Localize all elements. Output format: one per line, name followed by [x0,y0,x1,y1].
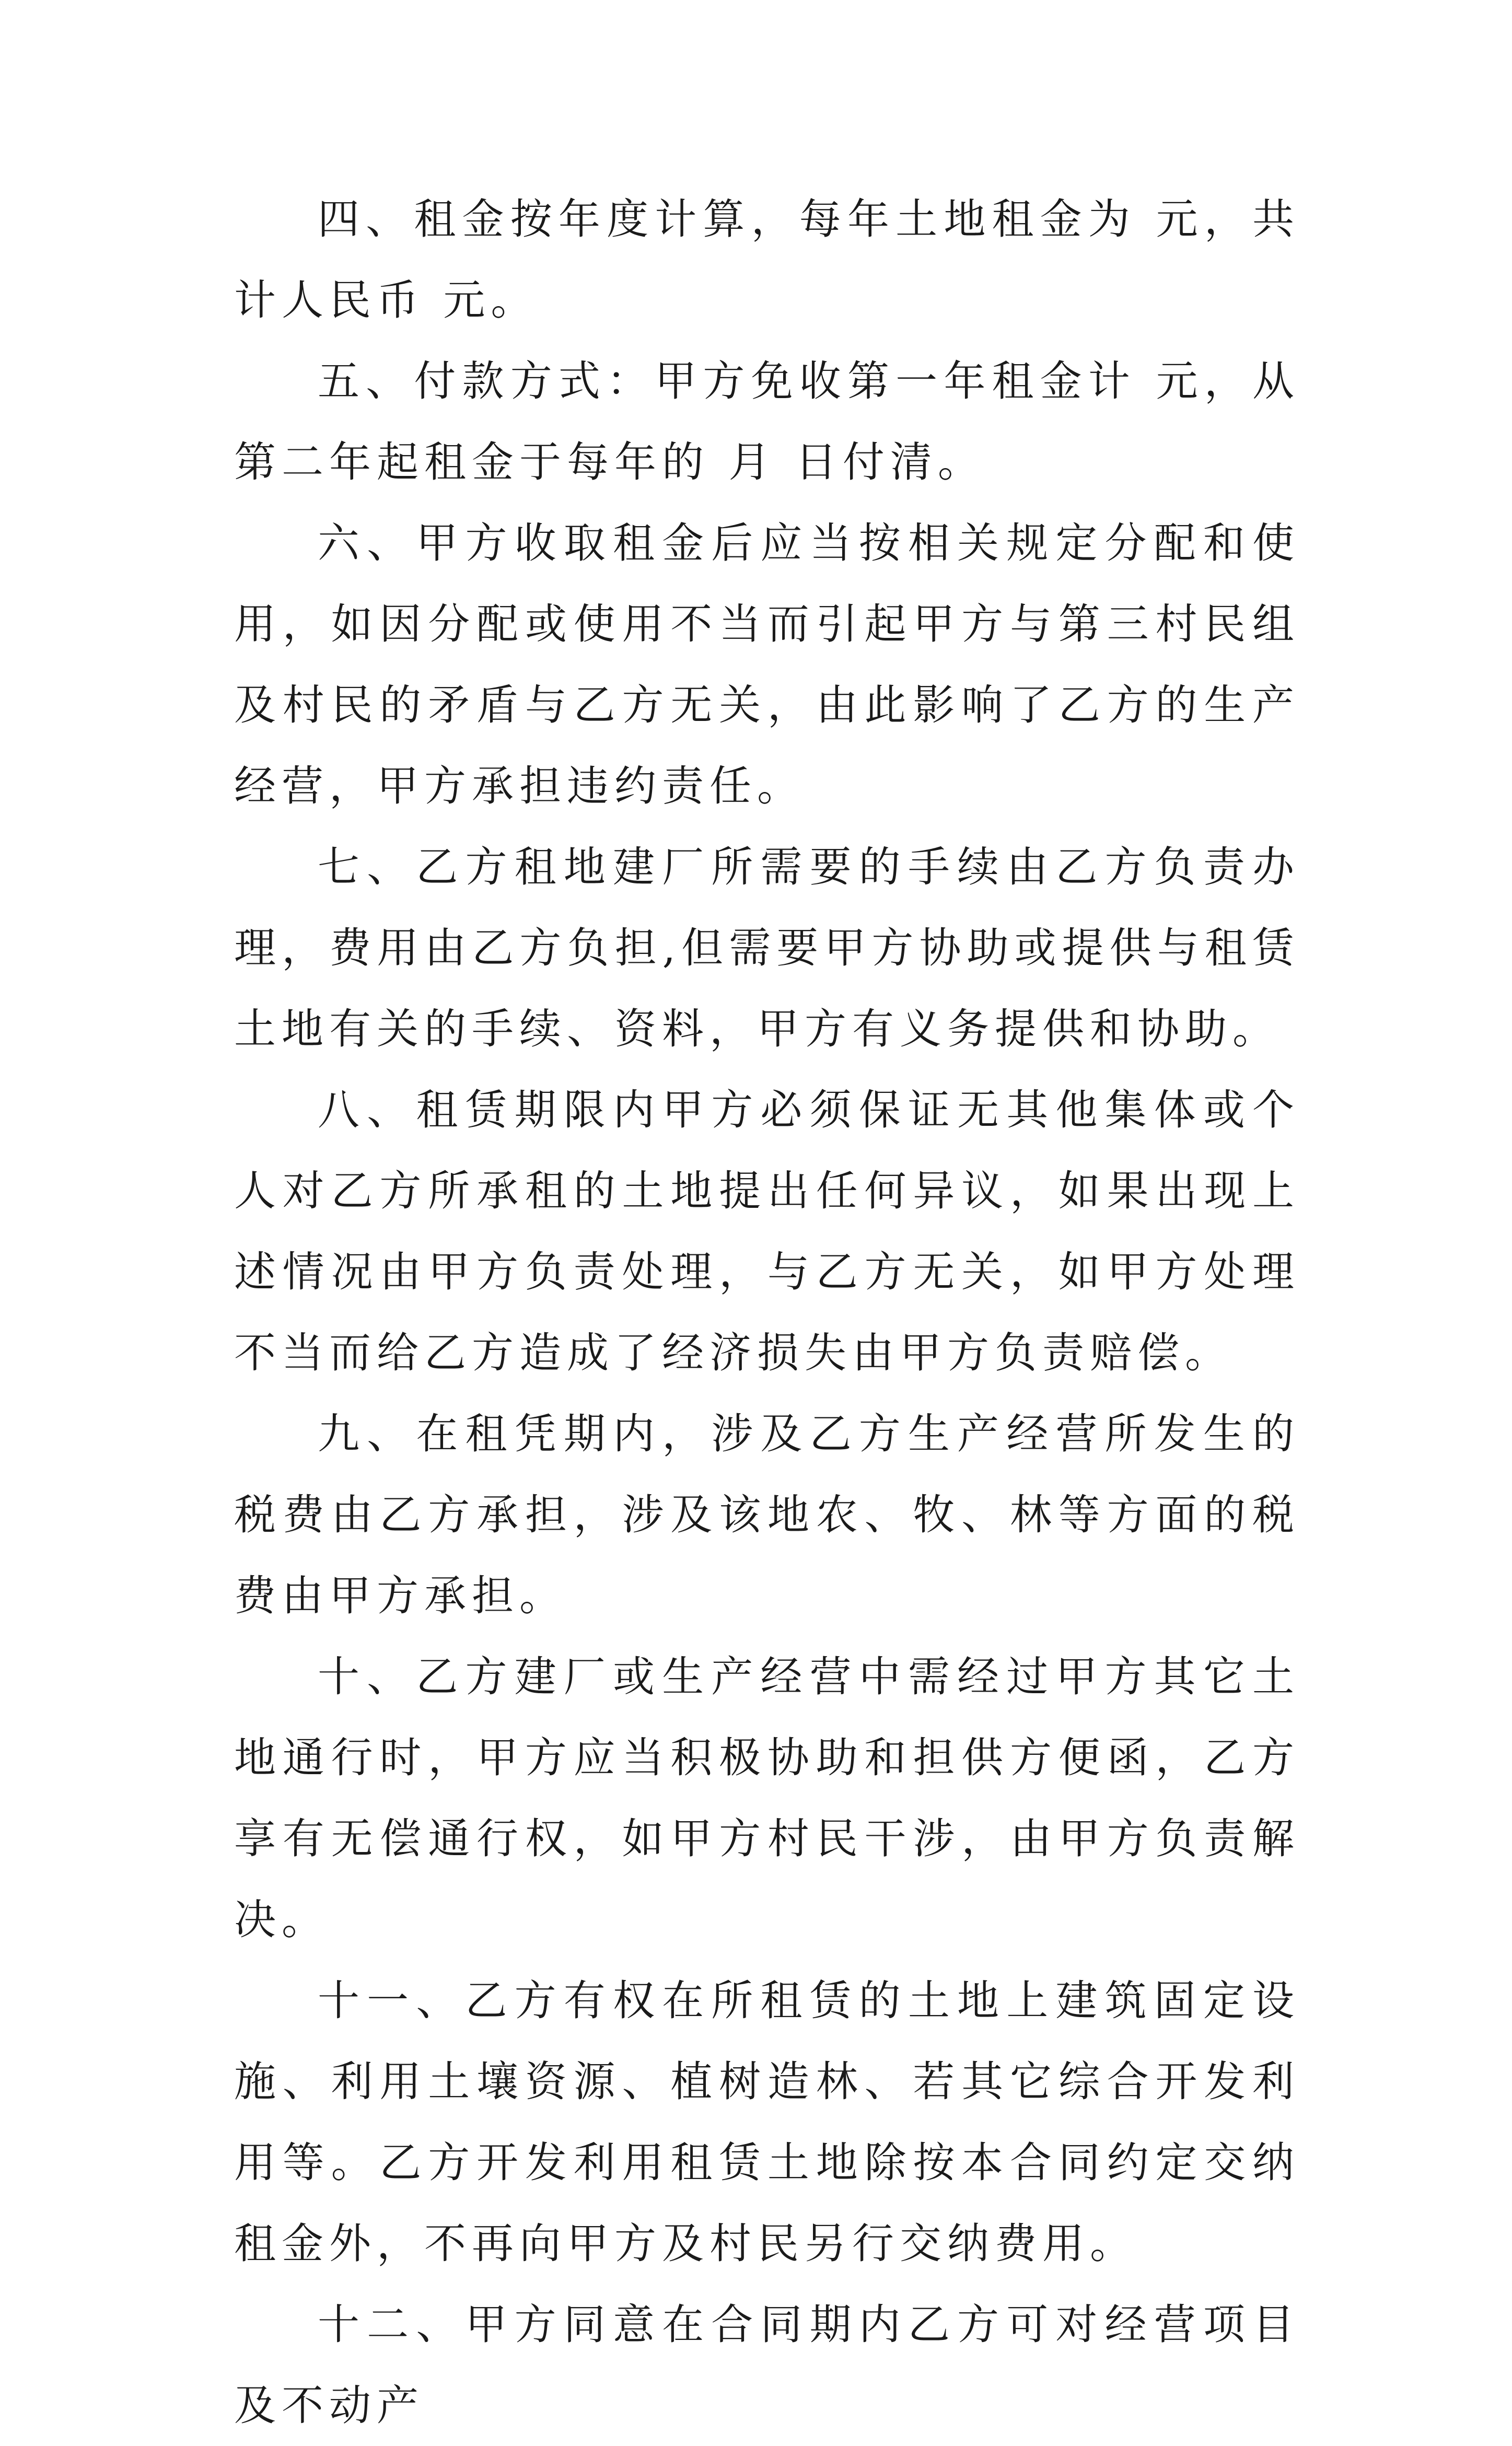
clause-11-development: 十一、乙方有权在所租赁的土地上建筑固定设施、利用土壤资源、植树造林、若其它综合开发利用等。乙方开发利用租赁土地除按本合同约定交纳租金外，不再向甲方及村民另行交纳费用。 [234,1976,1300,2268]
contract-body [234,179,1300,2446]
clause-8-objections: 八、租赁期限内甲方必须保证无其他集体或个人对乙方所承租的土地提出任何异议，如果出现上述情况由甲方负责处理，与乙方无关，如甲方处理不当而给乙方造成了经济损失由甲方负责赔偿。 [234,1086,1300,1377]
clause-9-taxes: 九、在租凭期内，涉及乙方生产经营所发生的税费由乙方承担，涉及该地农、牧、林等方面的税费由甲方承担。 [234,1410,1300,1620]
clause-4-rent: 四、租金按年度计算，每年土地租金为 元，共计人民币 元。 [234,195,1300,324]
clause-12-property: 十二、甲方同意在合同期内乙方可对经营项目及不动产 [234,2300,1300,2430]
clause-10-passage: 十、乙方建厂或生产经营中需经过甲方其它土地通行时，甲方应当积极协助和担供方便函，乙方享有无偿通行权，如甲方村民干涉，由甲方负责解决。 [234,1652,1300,1944]
clause-6-rent-use: 六、甲方收取租金后应当按相关规定分配和使用，如因分配或使用不当而引起甲方与第三村民组及村民的矛盾与乙方无关，由此影响了乙方的生产经营，甲方承担违约责任。 [234,519,1300,810]
clause-5-payment: 五、付款方式：甲方免收第一年租金计 元，从第二年起租金于每年的 月 日付清。 [234,357,1300,486]
clause-7-procedures: 七、乙方租地建厂所需要的手续由乙方负责办理，费用由乙方负担,但需要甲方协助或提供与租赁土地有关的手续、资料，甲方有义务提供和协助。 [234,843,1300,1053]
